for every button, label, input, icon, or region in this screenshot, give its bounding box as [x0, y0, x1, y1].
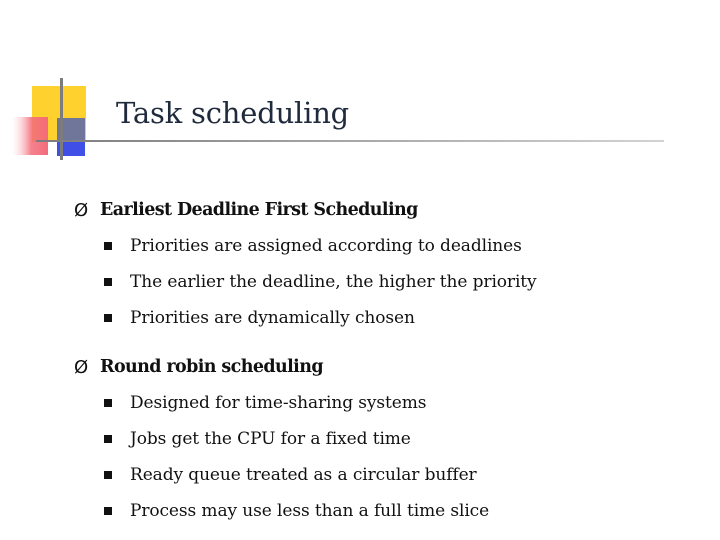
bullet-text: Jobs get the CPU for a fixed time [130, 429, 411, 449]
section-earliest-deadline-first [74, 192, 704, 336]
logo-red-gradient-square [10, 117, 48, 155]
bullet-text: Designed for time-sharing systems [130, 393, 427, 413]
square-bullet-icon [104, 242, 112, 250]
arrow-bullet-icon: Ø [74, 199, 89, 221]
bullet-text: Process may use less than a full time slice [130, 501, 490, 521]
slide-title: Task scheduling [116, 96, 350, 130]
section-heading-row [74, 192, 704, 228]
bullet-text: Ready queue treated as a circular buffer [130, 465, 477, 485]
slide-content [74, 192, 704, 532]
logo-svg [0, 0, 720, 170]
square-bullet-icon [104, 278, 112, 286]
list-item [74, 493, 704, 529]
section-heading-row [74, 349, 704, 385]
bullet-text: The earlier the deadline, the higher the priority [130, 272, 537, 292]
bullet-text: Priorities are assigned according to deadlines [130, 236, 522, 256]
list-item [74, 385, 704, 421]
list-item [74, 228, 704, 264]
square-bullet-icon [104, 314, 112, 322]
logo-blue-square [57, 118, 85, 156]
logo-vertical-line [60, 78, 63, 160]
section-round-robin [74, 349, 704, 529]
bullet-text: Priorities are dynamically chosen [130, 308, 415, 328]
slide-logo-graphic [0, 0, 720, 170]
list-item [74, 457, 704, 493]
list-item [74, 264, 704, 300]
list-item [74, 300, 704, 336]
logo-gold-overlap [57, 118, 85, 142]
square-bullet-icon [104, 399, 112, 407]
square-bullet-icon [104, 471, 112, 479]
arrow-bullet-icon: Ø [74, 356, 89, 378]
section-title: Earliest Deadline First Scheduling [100, 200, 418, 220]
bullet-list [74, 385, 704, 529]
logo-horizontal-line [36, 140, 664, 142]
logo-yellow-square [32, 86, 86, 142]
bullet-list [74, 228, 704, 336]
square-bullet-icon [104, 435, 112, 443]
square-bullet-icon [104, 507, 112, 515]
list-item [74, 421, 704, 457]
section-title: Round robin scheduling [100, 357, 323, 377]
